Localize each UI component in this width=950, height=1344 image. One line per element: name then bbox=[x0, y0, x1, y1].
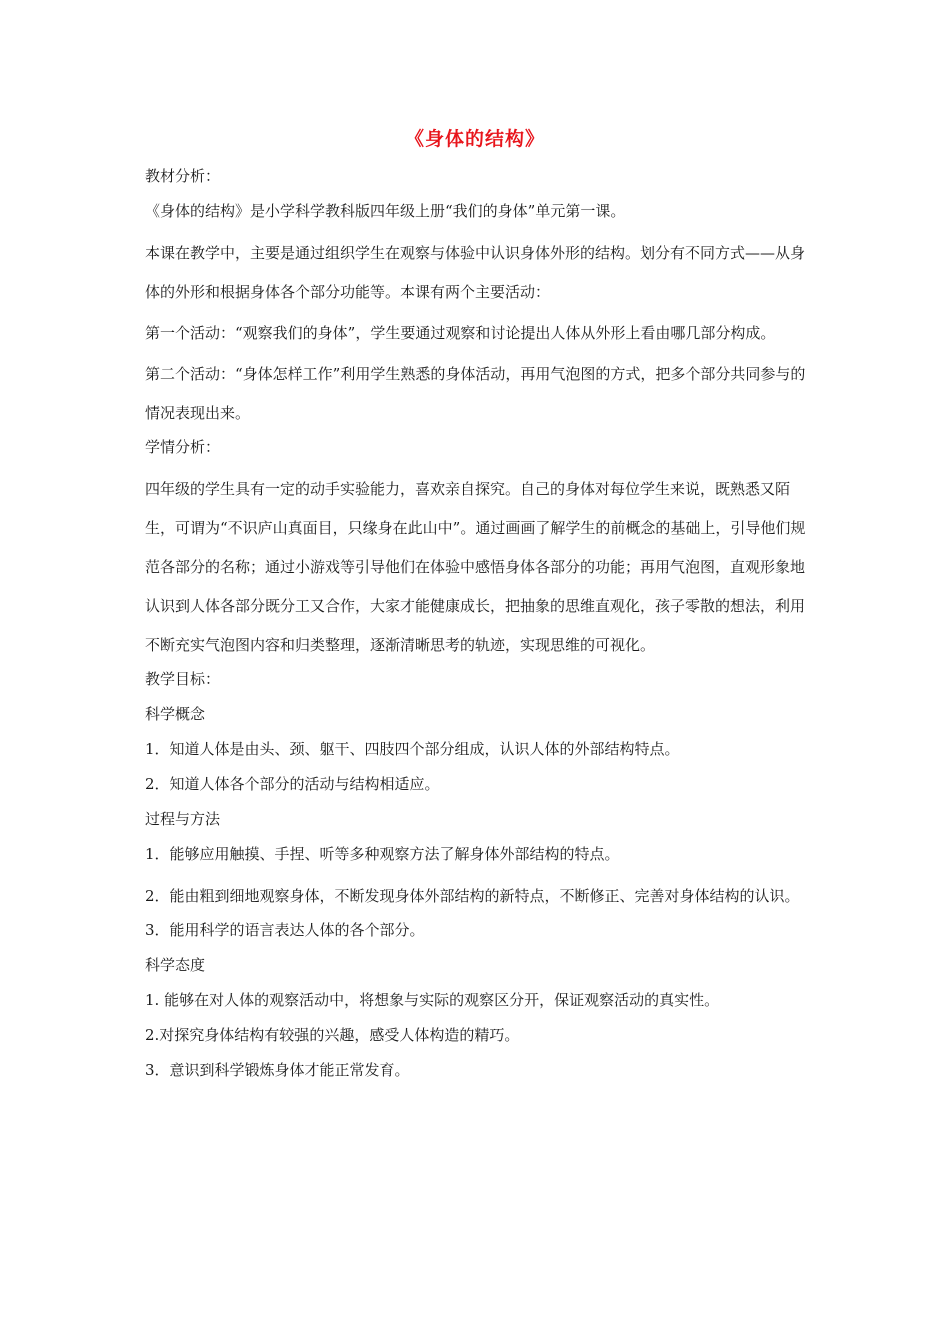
section-heading-teaching-goals: 教学目标： bbox=[145, 670, 221, 688]
section-heading-material-analysis: 教材分析： bbox=[145, 167, 221, 185]
paragraph: 第二个活动：“身体怎样工作”利用学生熟悉的身体活动，再用气泡图的方式，把多个部分共同参与的情况表现出来。 bbox=[145, 365, 806, 422]
list-item: 1．知道人体是由头、颈、躯干、四肢四个部分组成，认识人体的外部结构特点。 bbox=[145, 740, 680, 758]
list-item: 3．能用科学的语言表达人体的各个部分。 bbox=[145, 921, 425, 939]
paragraph: 《身体的结构》是小学科学教科版四年级上册“我们的身体”单元第一课。 bbox=[145, 202, 626, 220]
paragraph: 第一个活动：“观察我们的身体”，学生要通过观察和讨论提出人体从外形上看由哪几部分构成。 bbox=[145, 324, 776, 342]
subsection-heading: 科学态度 bbox=[145, 956, 206, 974]
paragraph: 四年级的学生具有一定的动手实验能力，喜欢亲自探究。自己的身体对每位学生来说，既熟悉又陌生，可谓为“不识庐山真面目，只缘身在此山中”。通过画画了解学生的前概念的基础上，引导他们规范各部分的名称；通过小游戏等引导他们在体验中感悟身体各部分的功能；再用气泡图，直观形象地认识到人体各部分既分工又合作，大家才能健康成长，把抽象的思维直观化，孩子零散的想法，利用不断充实气泡图内容和归类整理，逐渐清晰思考的轨迹，实现思维的可视化。 bbox=[145, 480, 806, 654]
section-heading-student-analysis: 学情分析： bbox=[145, 438, 221, 456]
document-title: 《身体的结构》 bbox=[404, 128, 545, 150]
list-item: 1. 能够在对人体的观察活动中，将想象与实际的观察区分开，保证观察活动的真实性。 bbox=[145, 991, 720, 1009]
list-item: 1．能够应用触摸、手捏、听等多种观察方法了解身体外部结构的特点。 bbox=[145, 845, 620, 863]
document-body bbox=[145, 164, 810, 1093]
subsection-heading: 过程与方法 bbox=[145, 810, 221, 828]
list-item: 2．能由粗到细地观察身体，不断发现身体外部结构的新特点，不断修正、完善对身体结构的认识。 bbox=[145, 887, 800, 905]
subsection-heading: 科学概念 bbox=[145, 705, 206, 723]
paragraph: 本课在教学中，主要是通过组织学生在观察与体验中认识身体外形的结构。划分有不同方式——从身体的外形和根据身体各个部分功能等。本课有两个主要活动： bbox=[145, 244, 806, 301]
list-item: 2.对探究身体结构有较强的兴趣，感受人体构造的精巧。 bbox=[145, 1026, 520, 1044]
list-item: 3．意识到科学锻炼身体才能正常发育。 bbox=[145, 1061, 410, 1079]
list-item: 2．知道人体各个部分的活动与结构相适应。 bbox=[145, 775, 440, 793]
